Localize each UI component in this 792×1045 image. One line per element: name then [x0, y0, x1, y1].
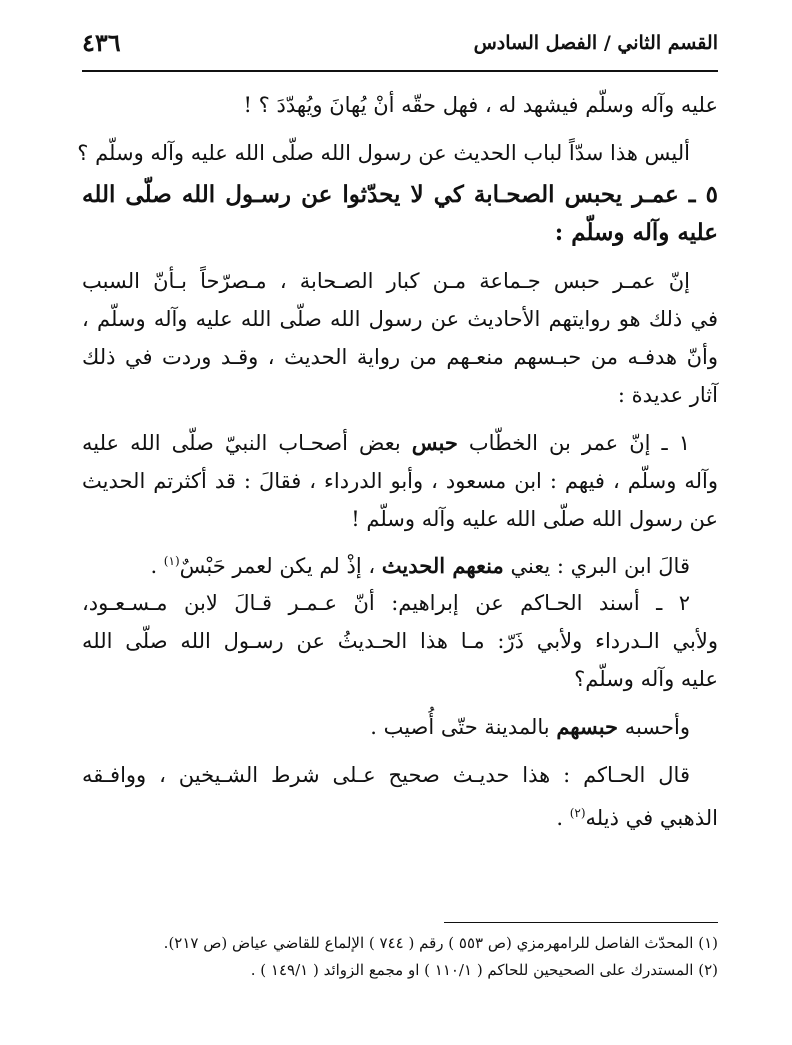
paragraph: [82, 262, 718, 414]
heading-line: عليه وآله وسلّم :: [554, 219, 718, 246]
paragraph-line: ولأبي الـدرداء ولأبي ذَرّ: مـا هذا الحـديثُ عن رسـول الله صلّى الله: [82, 629, 718, 653]
paragraph: [82, 756, 718, 832]
list-item-2: [82, 584, 718, 698]
paragraph-line: وأنّ هدفـه من حبـسهم منعـهم من رواية الحديث ، وقـد وردت في ذلك: [82, 345, 718, 369]
paragraph-line: في ذلك هو روايتهم الأحاديث عن رسول الله صلّى الله عليه وآله وسلّم ،: [82, 307, 718, 331]
paragraph-line: وآله وسلّم ، فيهم : ابن مسعود ، وأبو الدرداء ، فقالَ : قد أكثرتم الحديث: [82, 469, 718, 493]
paragraph-line: قالَ ابن البري : يعني منعهم الحديث ، إذْ لم يكن لعمر حَبْسٌ$^{(١)}$ .: [150, 553, 690, 578]
footnote: (٢) المستدرك على الصحيحين للحاكم ( ١١٠/١ ) او مجمع الزوائد ( ١٤٩/١ ) .: [250, 961, 718, 979]
paragraph-line: ١ ـ إنّ عمر بن الخطّاب حبس بعض أصحـاب النبيّ صلّى الله عليه: [82, 430, 690, 455]
footnote: (١) المحدّث الفاصل للرامهرمزي (ص ٥٥٣ ) رقم ( ٧٤٤ ) الإلماع للقاضي عياض (ص ٢١٧).: [163, 934, 718, 952]
paragraph-line: إنّ عمـر حبس جـماعة مـن كبار الصـحابة ، مـصرّحاً بـأنّ السبب: [82, 269, 690, 293]
paragraph-line: قال الحـاكم : هذا حديـث صحيح عـلى شرط الشـيخين ، ووافـقه: [82, 763, 690, 787]
header-rule: [82, 70, 718, 72]
paragraph-line: عن رسول الله صلّى الله عليه وآله وسلّم !: [351, 507, 718, 531]
page-number: ٤٣٦: [82, 28, 121, 57]
list-item-1: [82, 424, 718, 538]
running-title: القسم الثاني / الفصل السادس: [473, 32, 718, 54]
footnote-marker: (٢): [569, 806, 586, 820]
paragraph-line: أليس هذا سدّاً لباب الحديث عن رسول الله صلّى الله عليه وآله وسلّم ؟: [77, 141, 690, 165]
paragraph-line: آثار عديدة :: [617, 383, 718, 407]
footnotes: [82, 930, 718, 984]
section-heading: [82, 176, 718, 252]
bold-term: منعهم الحديث: [381, 553, 504, 578]
paragraph-line: عليه وآله وسلّم فيشهد له ، فهل حقّه أنْ يُهانَ ويُهدّدَ ؟ !: [243, 93, 718, 117]
page-header: [82, 28, 718, 68]
footnote-marker: (١): [163, 554, 180, 568]
main-text: [77, 86, 718, 832]
heading-line: ٥ ـ عمـر يحبس الصحـابة كي لا يحدّثوا عن رسـول الله صلّى الله: [82, 181, 718, 208]
paragraph-line: عليه وآله وسلّم؟: [574, 667, 718, 691]
bold-term: حبسهم: [556, 714, 619, 739]
paragraph-line: ٢ ـ أسند الحـاكم عن إبراهيم: أنّ عـمـر قـالَ لابن مـسـعـود،: [82, 591, 690, 615]
bold-term: حبس: [411, 430, 458, 455]
footnote-rule: [444, 922, 718, 923]
paragraph-line: وأحسبه حبسهم بالمدينة حتّى أُصيب .: [370, 714, 690, 739]
paragraph-line: الذهبي في ذيله$^{(٢)}$ .: [556, 806, 718, 830]
